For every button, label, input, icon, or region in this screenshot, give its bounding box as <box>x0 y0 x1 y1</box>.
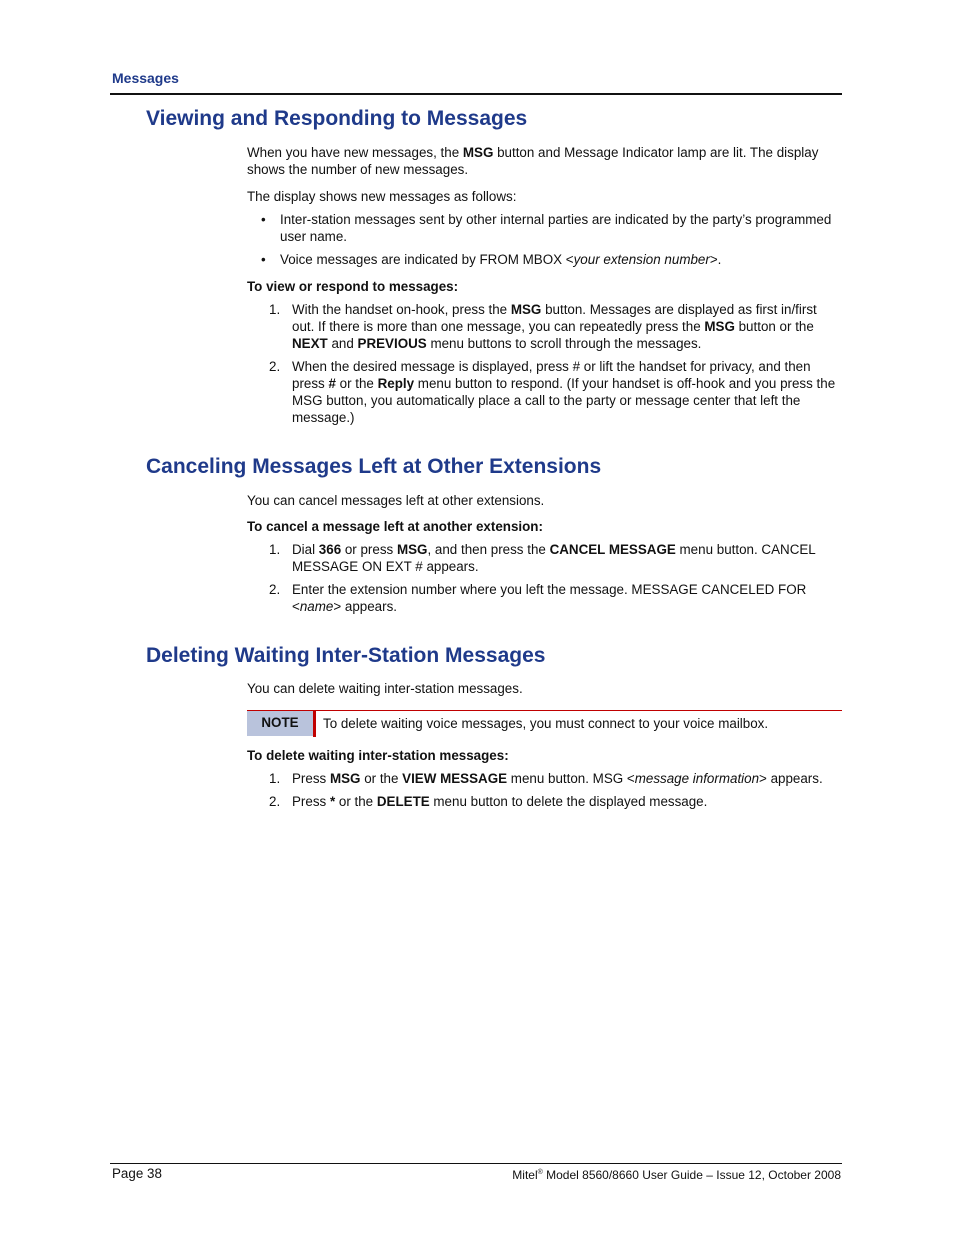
page-number: Page 38 <box>112 1166 162 1181</box>
note-divider <box>313 711 316 737</box>
list-item: 2. When the desired message is displayed, press # or lift the handset for privacy, and then press # or the Reply menu button to respond. (If your handset is off-hook and you press the MSG button, you automatically place a call to the party or message center that left the message.) <box>269 359 836 425</box>
paragraph: The display shows new messages as follows: <box>247 189 517 204</box>
section-title-canceling: Canceling Messages Left at Other Extensions <box>146 455 602 478</box>
list-item: 1. With the handset on-hook, press the MSG button. Messages are displayed as first in/first out. If there is more than one message, you can repeatedly press the MSG button or the NEXT and PREVIOUS menu buttons to scroll through the messages. <box>269 302 817 351</box>
list-item: • Voice messages are indicated by FROM MBOX <your extension number>. <box>247 251 842 268</box>
note-label: NOTE <box>247 711 313 736</box>
paragraph: You can cancel messages left at other extensions. <box>247 493 545 508</box>
section-canceling-body <box>247 492 842 615</box>
procedure-heading: To cancel a message left at another extension: <box>247 519 543 534</box>
footer-doc-title: Mitel® Model 8560/8660 User Guide – Issue 12, October 2008 <box>512 1168 841 1182</box>
footer-rule <box>110 1163 842 1164</box>
step-list <box>247 301 842 426</box>
note-box <box>247 710 842 737</box>
procedure-heading: To view or respond to messages: <box>247 279 459 294</box>
step-list <box>247 770 842 810</box>
paragraph: When you have new messages, the MSG button and Message Indicator lamp are lit. The display shows the number of new messages. <box>247 145 819 177</box>
list-item: 1. Press MSG or the VIEW MESSAGE menu button. MSG <message information> appears. <box>269 771 823 786</box>
bullet-list <box>247 211 842 268</box>
list-item: 1. Dial 366 or press MSG, and then press the CANCEL MESSAGE menu button. CANCEL MESSAGE ON EXT # appears. <box>269 542 816 574</box>
procedure-heading: To delete waiting inter-station messages: <box>247 748 509 763</box>
note-text: To delete waiting voice messages, you must connect to your voice mailbox. <box>323 716 769 731</box>
header-rule <box>110 93 842 95</box>
paragraph: You can delete waiting inter-station messages. <box>247 681 523 696</box>
running-header: Messages <box>112 70 179 86</box>
section-viewing-body <box>247 144 842 426</box>
section-deleting-intro <box>247 680 842 697</box>
section-title-viewing: Viewing and Responding to Messages <box>146 107 528 130</box>
section-title-deleting: Deleting Waiting Inter-Station Messages <box>146 644 546 667</box>
section-deleting-body <box>247 747 842 810</box>
step-list <box>247 541 842 615</box>
list-item: 2. Enter the extension number where you left the message. MESSAGE CANCELED FOR <name> appears. <box>269 582 807 614</box>
list-item: 2. Press * or the DELETE menu button to delete the displayed message. <box>269 794 708 809</box>
list-item: • Inter-station messages sent by other internal parties are indicated by the party’s programmed user name. <box>247 211 842 245</box>
